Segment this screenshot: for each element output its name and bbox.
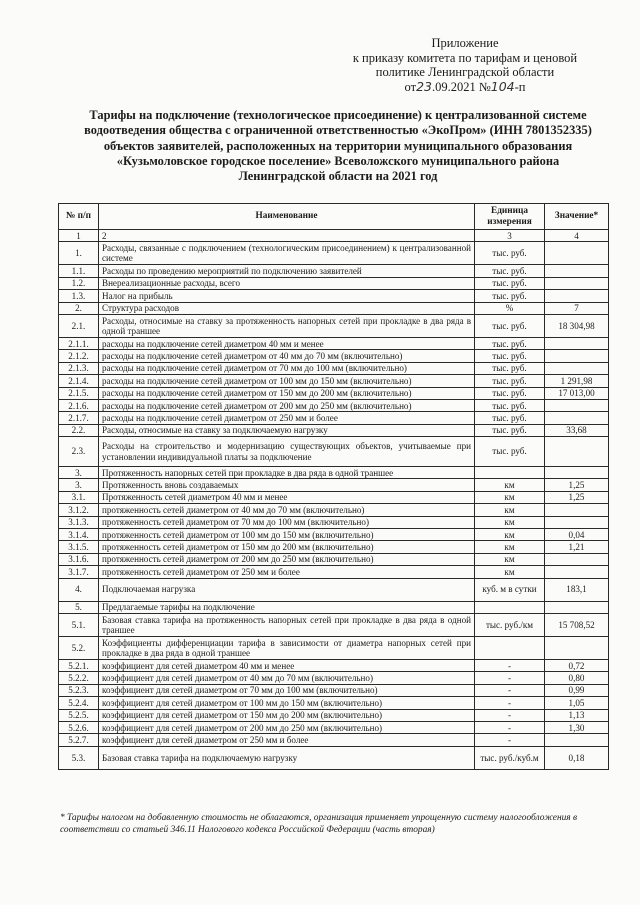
- row-value: [545, 553, 609, 565]
- table-row: [59, 566, 609, 578]
- title-line-4: «Кузьмоловское городское поселение» Всеволожского муниципального района: [116, 153, 560, 168]
- date-prefix: от: [404, 79, 417, 94]
- row-num: 1.2.: [59, 277, 99, 289]
- row-value: 1,21: [545, 541, 609, 553]
- row-value: [545, 290, 609, 302]
- order-number-handwritten: 104: [490, 78, 515, 94]
- row-unit: -: [475, 684, 545, 696]
- row-value: 0,99: [545, 684, 609, 696]
- table-row: [59, 277, 609, 289]
- table-row: [59, 529, 609, 541]
- row-name: 2: [99, 230, 475, 242]
- row-name: коэффициент для сетей диаметром от 100 мм до 150 мм (включительно): [99, 697, 475, 709]
- row-num: 1.1.: [59, 265, 99, 277]
- table-row: [59, 553, 609, 565]
- table-row: [59, 504, 609, 516]
- row-value: [545, 734, 609, 746]
- row-unit: км: [475, 504, 545, 516]
- row-num: 3.: [59, 479, 99, 491]
- row-unit: тыс. руб.: [475, 290, 545, 302]
- row-unit: тыс. руб.: [475, 375, 545, 387]
- row-num: 2.1.2.: [59, 350, 99, 362]
- row-name: Расходы, относимые на ставку за протяженность напорных сетей при прокладке в два ряда в одной траншее: [99, 314, 475, 337]
- row-num: 5.2.: [59, 636, 99, 659]
- row-unit: тыс. руб.: [475, 412, 545, 424]
- row-unit: тыс. руб./куб.м: [475, 746, 545, 769]
- row-name: коэффициент для сетей диаметром 40 мм и менее: [99, 659, 475, 671]
- row-unit: [475, 636, 545, 659]
- row-unit: тыс. руб.: [475, 242, 545, 265]
- row-num: 2.1.6.: [59, 399, 99, 411]
- row-value: [545, 265, 609, 277]
- table-row: [59, 314, 609, 337]
- row-name: протяженность сетей диаметром от 150 мм до 200 мм (включительно): [99, 541, 475, 553]
- row-name: расходы на подключение сетей диаметром от 150 мм до 200 мм (включительно): [99, 387, 475, 399]
- title-line-1: Тарифы на подключение (технологическое присоединение) к централизованной системе: [89, 108, 587, 122]
- row-unit: %: [475, 302, 545, 314]
- row-num: 3.1.3.: [59, 516, 99, 528]
- row-name: Налог на прибыль: [99, 290, 475, 302]
- header-name: Наименование: [99, 204, 475, 230]
- row-num: 3.1.4.: [59, 529, 99, 541]
- row-unit: км: [475, 566, 545, 578]
- row-value: 4: [545, 230, 609, 242]
- table-row: [59, 491, 609, 503]
- row-name: Базовая ставка тарифа на протяженность напорных сетей при прокладке в два ряда в одной траншее: [99, 613, 475, 636]
- row-name: протяженность сетей диаметром от 250 мм и более: [99, 566, 475, 578]
- order-number-suffix: -п: [514, 79, 526, 94]
- table-row: [59, 467, 609, 479]
- row-unit: тыс. руб.: [475, 399, 545, 411]
- row-name: коэффициент для сетей диаметром от 200 мм до 250 мм (включительно): [99, 721, 475, 733]
- row-value: [545, 516, 609, 528]
- row-num: 2.1.4.: [59, 375, 99, 387]
- table-row: [59, 601, 609, 613]
- row-num: 1.: [59, 242, 99, 265]
- table-row: [59, 672, 609, 684]
- date-day-handwritten: 23: [416, 78, 432, 94]
- table-row: [59, 734, 609, 746]
- row-value: 1,13: [545, 709, 609, 721]
- row-num: 2.1.7.: [59, 412, 99, 424]
- row-num: 5.2.6.: [59, 721, 99, 733]
- row-name: расходы на подключение сетей диаметром от 100 мм до 150 мм (включительно): [99, 375, 475, 387]
- appendix-date-line: [330, 80, 600, 95]
- row-name: расходы на подключение сетей диаметром от 200 мм до 250 мм (включительно): [99, 399, 475, 411]
- row-value: [545, 601, 609, 613]
- row-name: протяженность сетей диаметром от 70 мм до 100 мм (включительно): [99, 516, 475, 528]
- row-name: Предлагаемые тарифы на подключение: [99, 601, 475, 613]
- row-name: коэффициент для сетей диаметром от 40 мм до 70 мм (включительно): [99, 672, 475, 684]
- row-value: 33,68: [545, 424, 609, 436]
- table-row: [59, 659, 609, 671]
- table-row: [59, 479, 609, 491]
- row-num: 2.3.: [59, 437, 99, 467]
- row-unit: км: [475, 479, 545, 491]
- row-num: 3.1.2.: [59, 504, 99, 516]
- row-name: Протяженность сетей диаметром 40 мм и менее: [99, 491, 475, 503]
- row-unit: тыс. руб.: [475, 424, 545, 436]
- table-row: [59, 337, 609, 349]
- table-row: [59, 437, 609, 467]
- row-num: 5.: [59, 601, 99, 613]
- row-value: 0,04: [545, 529, 609, 541]
- row-name: коэффициент для сетей диаметром от 150 мм до 200 мм (включительно): [99, 709, 475, 721]
- table-row: [59, 721, 609, 733]
- row-value: 1,25: [545, 491, 609, 503]
- row-name: Структура расходов: [99, 302, 475, 314]
- row-value: 0,80: [545, 672, 609, 684]
- table-row: [59, 375, 609, 387]
- row-unit: км: [475, 516, 545, 528]
- row-value: 15 708,52: [545, 613, 609, 636]
- row-value: [545, 350, 609, 362]
- row-name: Расходы, относимые на ставку за подключаемую нагрузку: [99, 424, 475, 436]
- table-row: [59, 516, 609, 528]
- table-row: [59, 613, 609, 636]
- row-unit: -: [475, 672, 545, 684]
- table-row: [59, 424, 609, 436]
- row-value: [545, 504, 609, 516]
- row-name: протяженность сетей диаметром от 40 мм до 70 мм (включительно): [99, 504, 475, 516]
- row-unit: тыс. руб.: [475, 437, 545, 467]
- footnote: * Тарифы налогом на добавленную стоимость не облагаются, организация применяет упрощенную систему налогообложения в соответствии со статьей 346.11 Налогового кодекса Российской Федерации (часть вторая): [60, 813, 578, 835]
- row-name: Расходы, связанные с подключением (технологическим присоединением) к централизованной системе: [99, 242, 475, 265]
- row-unit: -: [475, 734, 545, 746]
- row-unit: -: [475, 659, 545, 671]
- row-name: коэффициент для сетей диаметром от 70 мм до 100 мм (включительно): [99, 684, 475, 696]
- row-value: [545, 566, 609, 578]
- row-unit: тыс. руб.: [475, 314, 545, 337]
- title-line-5: Ленинградской области на 2021 год: [238, 169, 438, 184]
- row-name: расходы на подключение сетей диаметром от 40 мм до 70 мм (включительно): [99, 350, 475, 362]
- table-row: [59, 350, 609, 362]
- row-value: [545, 277, 609, 289]
- row-name: протяженность сетей диаметром от 100 мм до 150 мм (включительно): [99, 529, 475, 541]
- row-unit: 3: [475, 230, 545, 242]
- row-num: 2.2.: [59, 424, 99, 436]
- row-unit: тыс. руб.: [475, 387, 545, 399]
- row-unit: тыс. руб./км: [475, 613, 545, 636]
- row-name: расходы на подключение сетей диаметром от 70 мм до 100 мм (включительно): [99, 362, 475, 374]
- row-name: расходы на подключение сетей диаметром 40 мм и менее: [99, 337, 475, 349]
- row-value: 17 013,00: [545, 387, 609, 399]
- row-num: 2.1.: [59, 314, 99, 337]
- row-name: протяженность сетей диаметром от 200 мм до 250 мм (включительно): [99, 553, 475, 565]
- row-value: 1,30: [545, 721, 609, 733]
- row-unit: тыс. руб.: [475, 277, 545, 289]
- title-line-2: водоотведения общества с ограниченной ответственностью «ЭкоПром» (ИНН 7801352335): [84, 123, 592, 138]
- row-name: коэффициент для сетей диаметром от 250 мм и более: [99, 734, 475, 746]
- table-row: [59, 387, 609, 399]
- row-num: 3.1.7.: [59, 566, 99, 578]
- row-name: Коэффициенты дифференциации тарифа в зависимости от диаметра напорных сетей при прокладке в два ряда в одной траншее: [99, 636, 475, 659]
- table-row: [59, 362, 609, 374]
- row-unit: куб. м в сутки: [475, 578, 545, 601]
- row-value: 1,25: [545, 479, 609, 491]
- table-row: [59, 709, 609, 721]
- row-value: 1 291,98: [545, 375, 609, 387]
- row-num: 5.3.: [59, 746, 99, 769]
- table-row: [59, 636, 609, 659]
- row-value: 7: [545, 302, 609, 314]
- row-num: 2.: [59, 302, 99, 314]
- row-unit: км: [475, 553, 545, 565]
- row-name: расходы на подключение сетей диаметром от 250 мм и более: [99, 412, 475, 424]
- row-num: 2.1.3.: [59, 362, 99, 374]
- row-value: [545, 437, 609, 467]
- row-unit: км: [475, 491, 545, 503]
- row-num: 4.: [59, 578, 99, 601]
- row-unit: тыс. руб.: [475, 265, 545, 277]
- row-num: 2.1.1.: [59, 337, 99, 349]
- row-num: 3.1.5.: [59, 541, 99, 553]
- header-value: Значение*: [545, 204, 609, 230]
- table-body: [59, 230, 609, 770]
- row-unit: тыс. руб.: [475, 350, 545, 362]
- row-unit: км: [475, 529, 545, 541]
- table-row: [59, 697, 609, 709]
- row-name: Расходы на строительство и модернизацию существующих объектов, учитываемые при установлении индивидуальной платы за подключение: [99, 437, 475, 467]
- row-value: 0,72: [545, 659, 609, 671]
- table-row: [59, 265, 609, 277]
- row-num: 3.1.: [59, 491, 99, 503]
- table-row: [59, 684, 609, 696]
- row-unit: тыс. руб.: [475, 362, 545, 374]
- table-row: [59, 746, 609, 769]
- row-unit: [475, 467, 545, 479]
- appendix-header: [330, 36, 600, 94]
- row-num: 5.2.4.: [59, 697, 99, 709]
- row-value: 0,18: [545, 746, 609, 769]
- row-num: 2.1.5.: [59, 387, 99, 399]
- row-num: 5.1.: [59, 613, 99, 636]
- title-line-3: объектов заявителей, расположенных на территории муниципального образования: [103, 138, 573, 153]
- header-num: № п/п: [59, 204, 99, 230]
- row-value: [545, 412, 609, 424]
- table-row: [59, 412, 609, 424]
- row-name: Протяженность вновь создаваемых: [99, 479, 475, 491]
- row-num: 3.: [59, 467, 99, 479]
- row-unit: [475, 601, 545, 613]
- row-value: [545, 467, 609, 479]
- row-value: [545, 337, 609, 349]
- table-row: [59, 242, 609, 265]
- row-num: 5.2.3.: [59, 684, 99, 696]
- row-unit: -: [475, 709, 545, 721]
- header-unit: Единица измерения: [475, 204, 545, 230]
- row-unit: -: [475, 721, 545, 733]
- row-num: 5.2.1.: [59, 659, 99, 671]
- row-value: [545, 362, 609, 374]
- table-row: [59, 399, 609, 411]
- row-value: [545, 636, 609, 659]
- row-name: Расходы по проведению мероприятий по подключению заявителей: [99, 265, 475, 277]
- table-row: [59, 302, 609, 314]
- tariff-table: [58, 203, 609, 770]
- row-value: 183,1: [545, 578, 609, 601]
- row-value: 1,05: [545, 697, 609, 709]
- row-num: 5.2.2.: [59, 672, 99, 684]
- row-value: [545, 399, 609, 411]
- row-num: 3.1.6.: [59, 553, 99, 565]
- appendix-line-3: политике Ленинградской области: [375, 65, 555, 79]
- table-row: [59, 541, 609, 553]
- table-row: [59, 290, 609, 302]
- date-rest: .09.2021 №: [431, 79, 491, 94]
- row-name: Базовая ставка тарифа на подключаемую нагрузку: [99, 746, 475, 769]
- row-num: 1.3.: [59, 290, 99, 302]
- row-unit: тыс. руб.: [475, 337, 545, 349]
- table-header-row: [59, 204, 609, 230]
- appendix-line-2: к приказу комитета по тарифам и ценовой: [352, 50, 578, 65]
- table-row: [59, 230, 609, 242]
- document-title: [68, 108, 608, 184]
- row-unit: -: [475, 697, 545, 709]
- row-num: 5.2.7.: [59, 734, 99, 746]
- row-value: [545, 242, 609, 265]
- row-num: 1: [59, 230, 99, 242]
- row-name: Протяженность напорных сетей при прокладке в два ряда в одной траншее: [99, 467, 475, 479]
- row-value: 18 304,98: [545, 314, 609, 337]
- row-name: Подключаемая нагрузка: [99, 578, 475, 601]
- table-row: [59, 578, 609, 601]
- row-name: Внереализационные расходы, всего: [99, 277, 475, 289]
- row-num: 5.2.5.: [59, 709, 99, 721]
- row-unit: км: [475, 541, 545, 553]
- appendix-line-1: Приложение: [431, 36, 499, 50]
